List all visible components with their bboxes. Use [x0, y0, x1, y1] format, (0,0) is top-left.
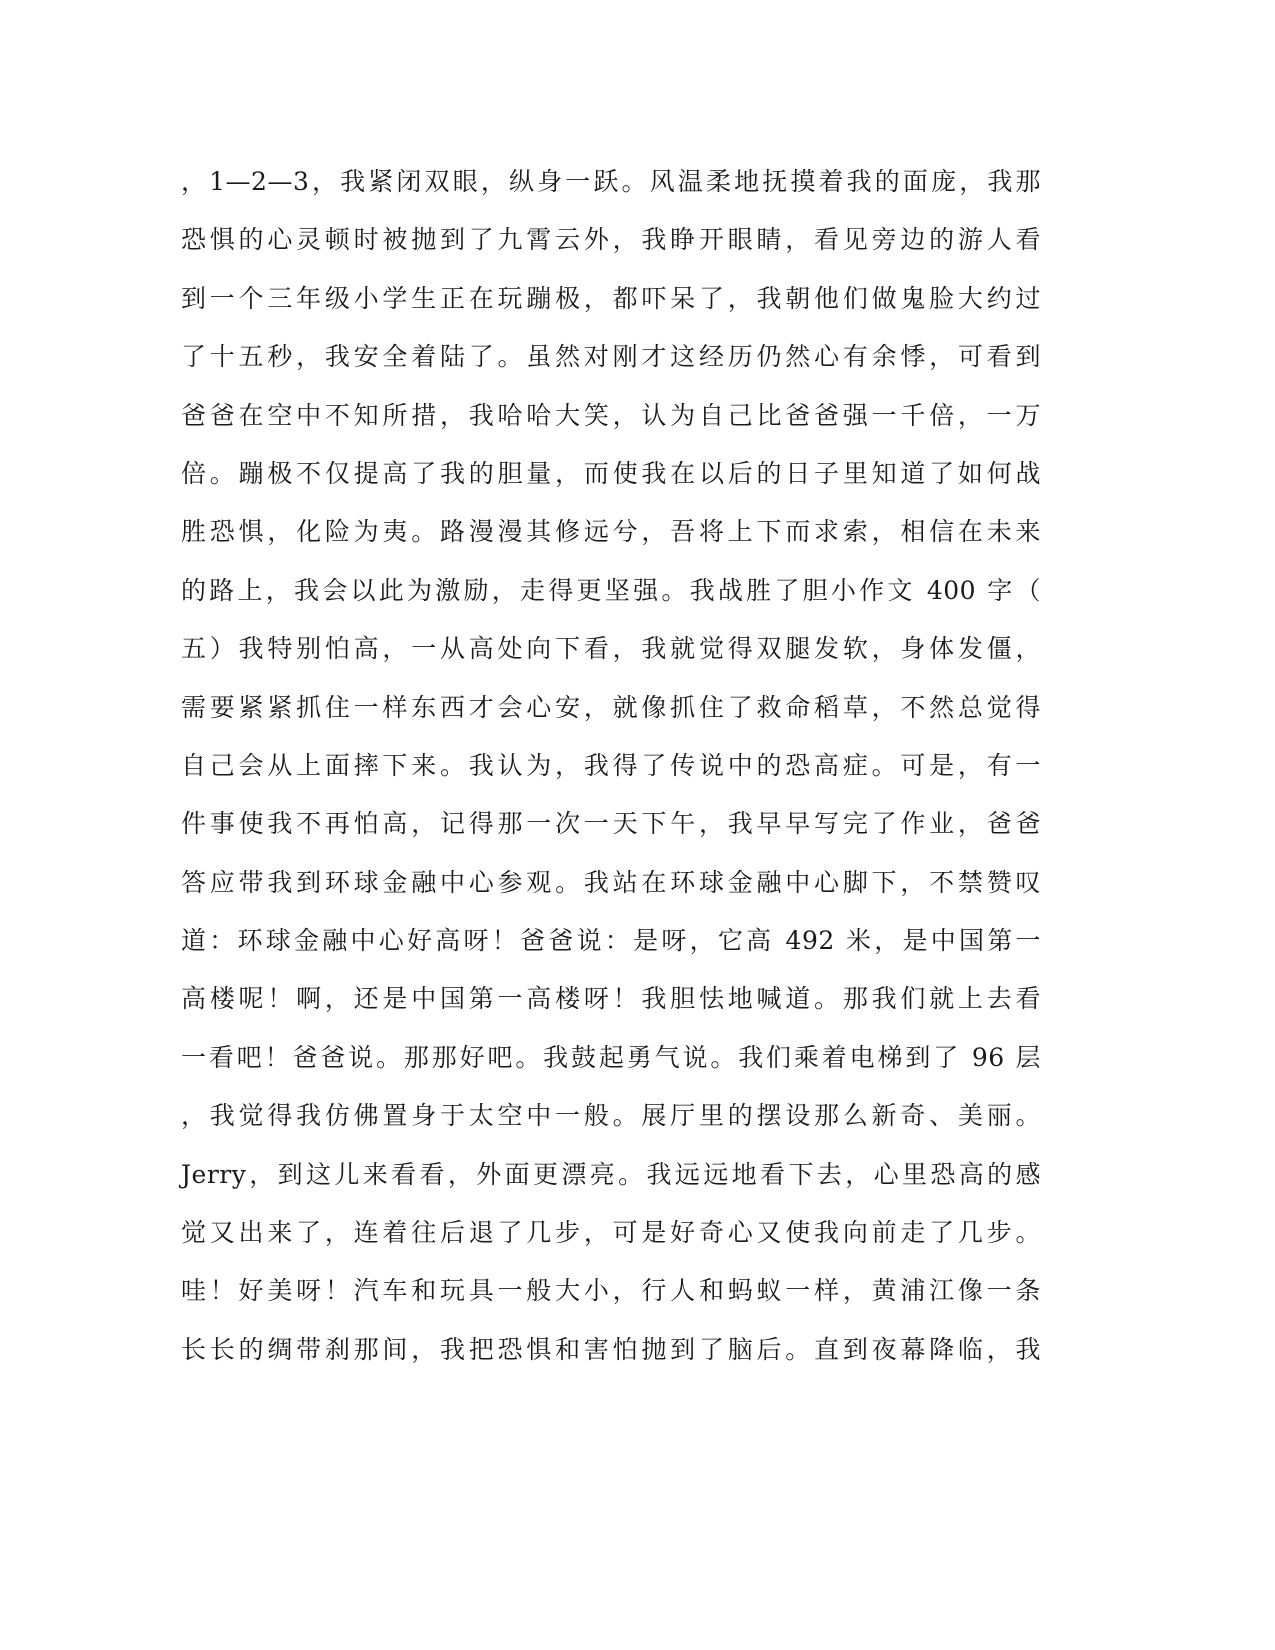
text-line: 五）我特别怕高，一从高处向下看，我就觉得双腿发软，身体发僵， — [181, 634, 1041, 664]
text-line: 件事使我不再怕高，记得那一次一天下午，我早早写完了作业，爸爸 — [181, 809, 1041, 839]
text-line: 胜恐惧，化险为夷。路漫漫其修远兮，吾将上下而求索，相信在未来 — [181, 517, 1041, 547]
text-line: 哇！好美呀！汽车和玩具一般大小，行人和蚂蚁一样，黄浦江像一条 — [181, 1276, 1041, 1306]
text-line: 自己会从上面摔下来。我认为，我得了传说中的恐高症。可是，有一 — [181, 750, 1041, 780]
text-line: Jerry，到这儿来看看，外面更漂亮。我远远地看下去，心里恐高的感 — [181, 1159, 1041, 1189]
text-line: 倍。蹦极不仅提高了我的胆量，而使我在以后的日子里知道了如何战 — [181, 458, 1041, 488]
text-line: 爸爸在空中不知所措，我哈哈大笑，认为自己比爸爸强一千倍，一万 — [181, 400, 1041, 430]
text-line: 了十五秒，我安全着陆了。虽然对刚才这经历仍然心有余悸，可看到 — [181, 342, 1041, 372]
text-line: ，1—2—3，我紧闭双眼，纵身一跃。风温柔地抚摸着我的面庞，我那 — [181, 167, 1041, 196]
text-line: 一看吧！爸爸说。那那好吧。我鼓起勇气说。我们乘着电梯到了 96 层 — [181, 1042, 1041, 1072]
text-line: 高楼呢！啊，还是中国第一高楼呀！我胆怯地喊道。那我们就上去看 — [181, 984, 1041, 1014]
text-line: 道：环球金融中心好高呀！爸爸说：是呀，它高 492 米，是中国第一 — [181, 926, 1041, 956]
text-line: 恐惧的心灵顿时被抛到了九霄云外，我睁开眼睛，看见旁边的游人看 — [181, 225, 1041, 255]
text-line: 到一个三年级小学生正在玩蹦极，都吓呆了，我朝他们做鬼脸大约过 — [181, 283, 1041, 313]
text-line: 长长的绸带刹那间，我把恐惧和害怕抛到了脑后。直到夜幕降临，我 — [181, 1334, 1041, 1364]
essay-body — [181, 153, 1041, 1379]
text-line: 需要紧紧抓住一样东西才会心安，就像抓住了救命稻草，不然总觉得 — [181, 692, 1041, 722]
text-line: 答应带我到环球金融中心参观。我站在环球金融中心脚下，不禁赞叹 — [181, 867, 1041, 897]
text-line: ，我觉得我仿佛置身于太空中一般。展厅里的摆设那么新奇、美丽。 — [181, 1101, 1041, 1131]
text-line: 觉又出来了，连着往后退了几步，可是好奇心又使我向前走了几步。 — [181, 1218, 1041, 1248]
text-line: 的路上，我会以此为激励，走得更坚强。我战胜了胆小作文 400 字（ — [181, 575, 1041, 605]
